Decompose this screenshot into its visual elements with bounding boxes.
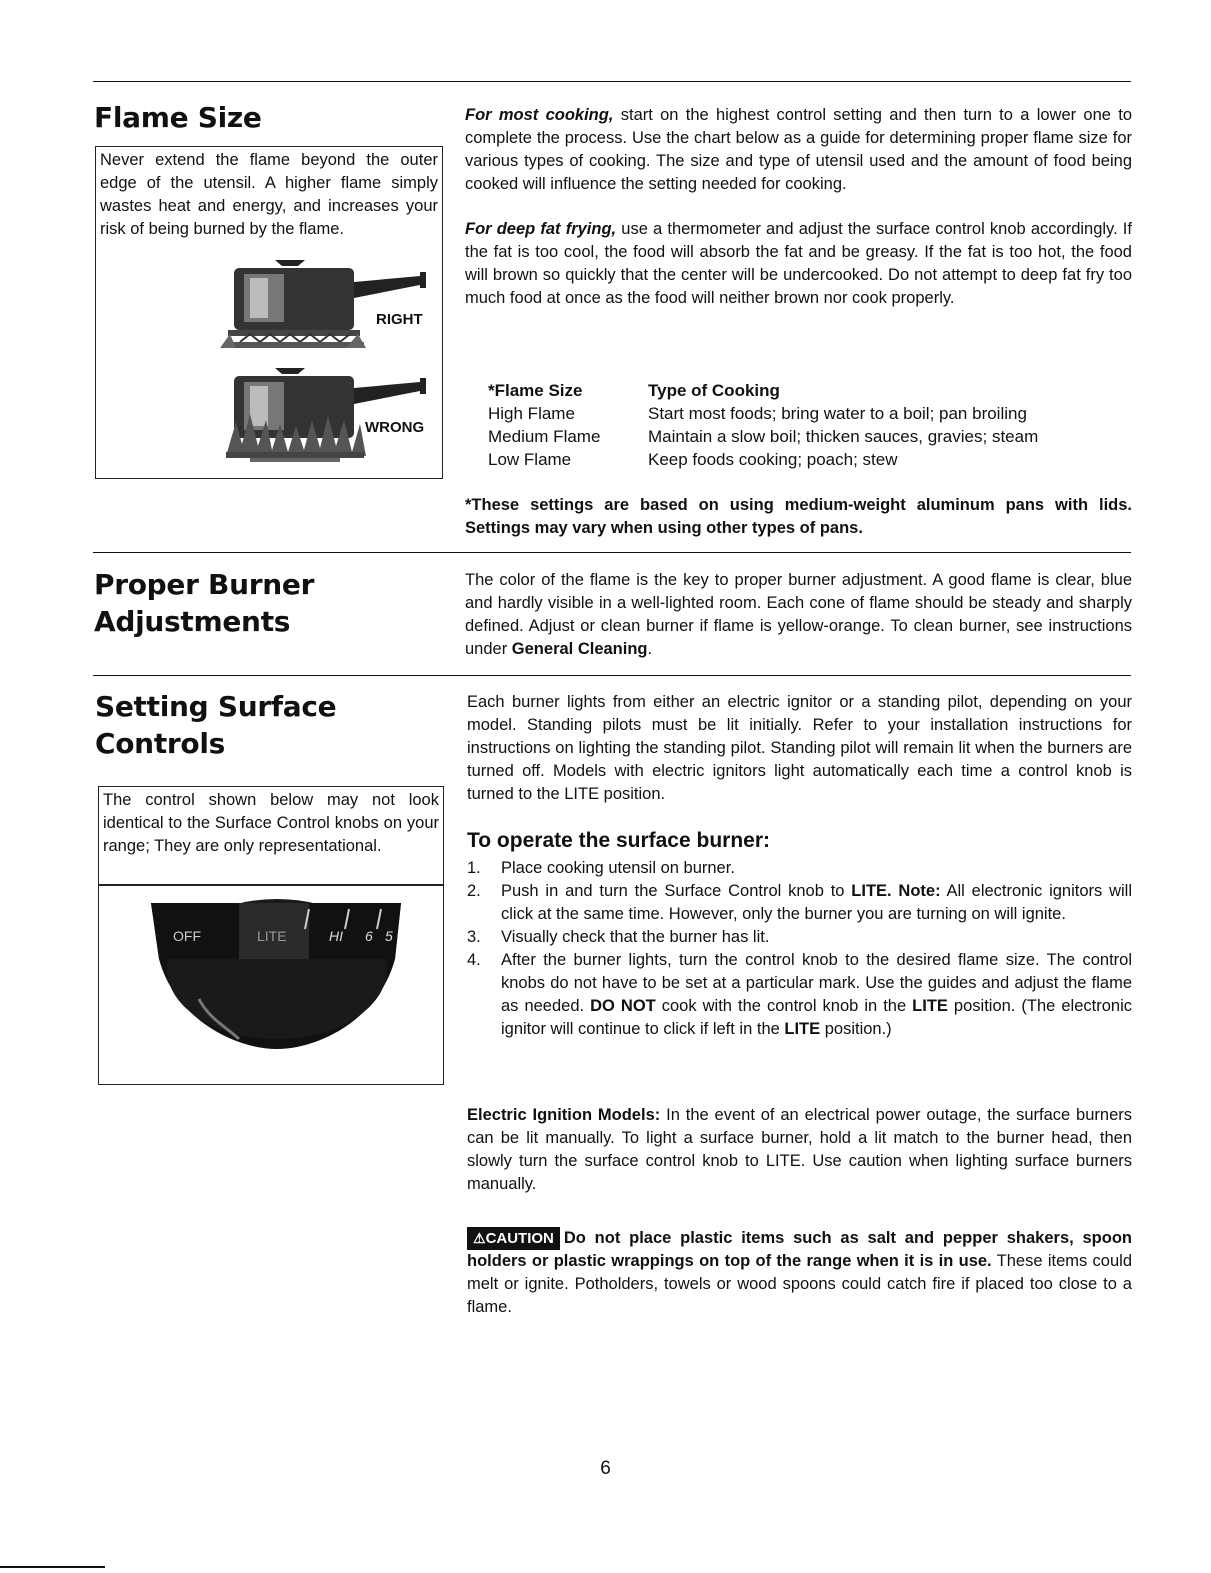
page-number: 6 (600, 1458, 611, 1479)
label-wrong: WRONG (365, 419, 425, 436)
burner-adjust-text-post: . (647, 640, 653, 658)
caution-paragraph (467, 1227, 1132, 1319)
knob-six-label: 6 (365, 928, 373, 944)
step-number: 1. (467, 859, 481, 877)
step-text: position. (The electronic ignitor will continue to click if left in the (501, 997, 1132, 1038)
knob-five-label: 5 (385, 928, 393, 944)
flame-size-cell: High Flame (488, 404, 575, 423)
table-row (488, 448, 1038, 471)
step-text: Visually check that the burner has lit. (501, 928, 770, 946)
surface-controls-box-text: The control shown below may not look identical to the Surface Control knobs on your range; They are only representational. (103, 791, 439, 855)
operate-steps (467, 857, 1132, 1041)
caution-label: CAUTION (485, 1230, 554, 1247)
knob-hi-label: HI (329, 928, 343, 944)
surface-controls-intro: Each burner lights from either an electric ignitor or a standing pilot, depending on your model. Standing pilots must be lit initially. Refer to your installation instructions for instructions on lighting the standing pilot. Standing pilot will remain lit when the burners are turned off. Models with electric ignitors light automatically each time a control knob is turned to the LITE position. (467, 693, 1132, 803)
flame-table-header-type: Type of Cooking (648, 381, 780, 400)
deep-fat-lead: For deep fat frying, (465, 220, 617, 238)
flame-table-header-size: *Flame Size (488, 381, 583, 400)
warning-triangle-icon: ⚠ (473, 1230, 486, 1246)
flame-size-box-text: Never extend the flame beyond the outer edge of the utensil. A higher flame simply wastes heat and energy, and increases your risk of being burned by the flame. (100, 151, 438, 238)
most-cooking-lead: For most cooking, (465, 106, 614, 124)
flame-size-table (488, 379, 1038, 471)
caution-text: These items could melt or ignite. Potholders, towels or wood spoons could catch fire if placed too close to a flame. (467, 1252, 1132, 1316)
flame-size-heading: Flame Size (94, 101, 262, 134)
cooking-type-cell: Maintain a slow boil; thicken sauces, gravies; steam (648, 427, 1039, 446)
step-text: Push in and turn the Surface Control knob to (501, 882, 852, 900)
step-text: Place cooking utensil on burner. (501, 859, 735, 877)
surface-controls-heading-1: Setting Surface (95, 690, 337, 723)
operate-heading: To operate the surface burner: (467, 829, 771, 852)
caution-bold-text: Do not place plastic items such as salt and pepper shakers, spoon holders or plastic wrappings on top of the range when it is in use. (467, 1229, 1132, 1270)
list-item (467, 880, 1132, 926)
cooking-type-cell: Keep foods cooking; poach; stew (648, 450, 898, 469)
control-knob-figure-box (98, 884, 444, 1085)
table-row (488, 402, 1038, 425)
burner-adjust-heading-2: Adjustments (94, 605, 291, 638)
list-item (467, 949, 1132, 1041)
general-cleaning-ref: General Cleaning (511, 640, 648, 658)
pan-wrong-illustration (220, 364, 435, 468)
surface-controls-box (98, 786, 444, 886)
step-text: After the burner lights, turn the control knob to the desired flame size. The control knobs do not have to be set at a particular mark. Use the guides and adjust the flame as needed. (501, 951, 1132, 1015)
flame-size-cell: Low Flame (488, 450, 572, 469)
most-cooking-paragraph (465, 104, 1132, 196)
step-text: All electronic ignitors will click at the same time. However, only the burner you are turning on will ignite. (501, 882, 1133, 923)
list-item (467, 857, 1132, 880)
section-rule-burner (93, 552, 1131, 553)
step-bold: LITE. Note: (851, 882, 941, 900)
step-number: 3. (467, 928, 481, 946)
burner-adjust-heading-1: Proper Burner (94, 568, 315, 601)
bottom-edge-mark (0, 1566, 105, 1568)
step-bold: DO NOT (590, 997, 656, 1015)
step-number: 2. (467, 882, 481, 900)
operate-section (467, 827, 1132, 1041)
pan-right-illustration (220, 254, 435, 358)
step-bold: LITE (912, 997, 948, 1015)
caution-badge (467, 1227, 560, 1250)
deep-fat-paragraph (465, 218, 1132, 310)
flame-size-cell: Medium Flame (488, 427, 601, 446)
step-text: position.) (820, 1020, 892, 1038)
deep-fat-text: use a thermometer and adjust the surface control knob accordingly. If the fat is too cool, the food will absorb the fat and be greasy. If the fat is too hot, the food will brown so quickly that the center will be undercooked. Do not attempt to deep fat fry too much food at once as the food will neither brown nor cook properly. (465, 220, 1132, 307)
electric-ignition-text: In the event of an electrical power outage, the surface burners can be lit manually. To light a surface burner, hold a lit match to the burner head, then slowly turn the surface control knob to LITE. Use caution when lighting surface burners manually. (467, 1106, 1132, 1193)
knob-lite-label: LITE (257, 928, 287, 944)
flame-table-header (488, 379, 1038, 402)
step-text: cook with the control knob in the (655, 997, 913, 1015)
top-rule (93, 81, 1131, 82)
list-item (467, 926, 1132, 949)
cooking-type-cell: Start most foods; bring water to a boil; pan broiling (648, 404, 1027, 423)
surface-controls-heading-2: Controls (95, 727, 226, 760)
step-number: 4. (467, 951, 481, 969)
most-cooking-text: start on the highest control setting and then turn to a lower one to complete the process. Use the chart below as a guide for determining proper flame size for various types of cooking. The size and type of utensil used and the amount of food being cooked will influence the setting needed for cooking. (465, 106, 1132, 193)
step-bold: LITE (784, 1020, 821, 1038)
section-rule-controls (93, 675, 1131, 676)
table-row (488, 425, 1038, 448)
control-knob-illustration (149, 899, 405, 1059)
settings-note: *These settings are based on using medium-weight aluminum pans with lids. Settings may vary when using other types of pans. (465, 496, 1132, 537)
knob-off-label: OFF (173, 928, 201, 944)
burner-adjust-text-pre: The color of the flame is the key to proper burner adjustment. A good flame is clear, blue and hardly visible in a well-lighted room. Each cone of flame should be steady and sharply defined. Adjust or clean burner if flame is yellow-orange. To clean burner, see instructions under (465, 571, 1132, 658)
electric-ignition-lead: Electric Ignition Models: (467, 1106, 661, 1124)
flame-size-text (465, 104, 1132, 310)
burner-adjust-text (465, 569, 1132, 661)
label-right: RIGHT (376, 311, 423, 328)
electric-ignition-paragraph (467, 1104, 1132, 1196)
